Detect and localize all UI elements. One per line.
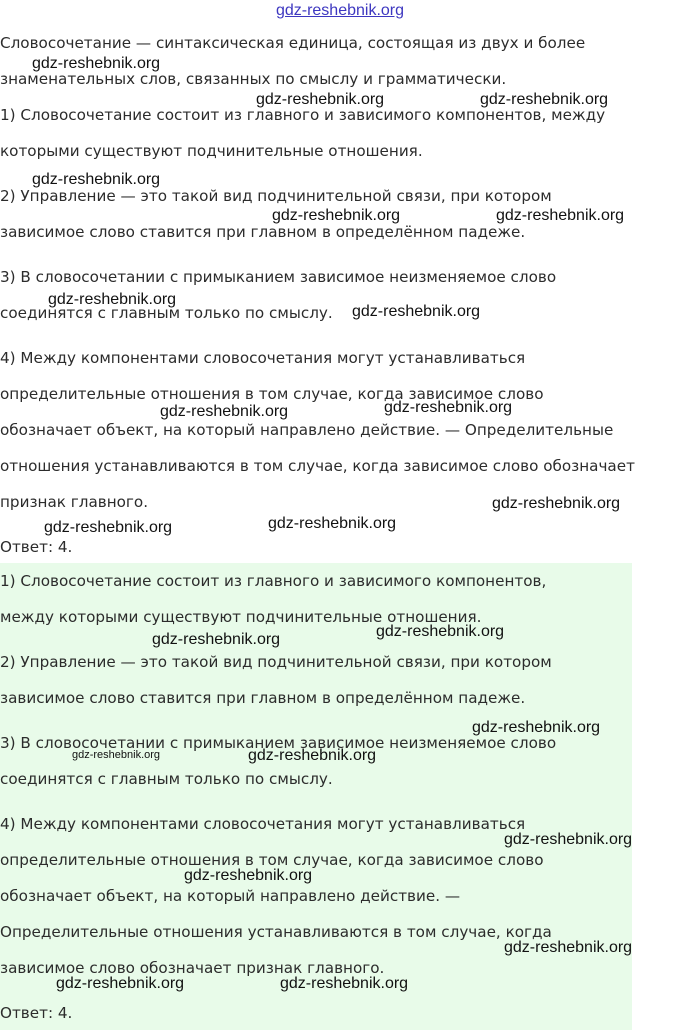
text-line: Словосочетание — синтаксическая единица, состоящая из двух и более xyxy=(0,34,586,52)
text-line: зависимое слово обозначает признак главного. xyxy=(0,959,385,977)
text-line: 1) Словосочетание состоит из главного и зависимого компонентов, между xyxy=(0,106,606,124)
watermark: gdz-reshebnik.org xyxy=(184,867,313,884)
watermark: gdz-reshebnik.org xyxy=(504,939,633,956)
text-line: Определительные отношения устанавливаются в том случае, когда xyxy=(0,923,552,941)
text-line: 2) Управление — это такой вид подчинительной связи, при котором xyxy=(0,187,552,205)
text-line: зависимое слово ставится при главном в определённом падеже. xyxy=(0,223,526,241)
text-line: обозначает объект, на который направлено действие. — Определительные xyxy=(0,421,614,439)
watermark: gdz-reshebnik.org xyxy=(32,55,161,72)
watermark: gdz-reshebnik.org xyxy=(152,631,281,648)
watermark: gdz-reshebnik.org xyxy=(492,495,621,512)
text-line: определительные отношения в том случае, когда зависимое слово xyxy=(0,385,544,403)
answer-label: Ответ: 4. xyxy=(0,538,73,556)
watermark: gdz-reshebnik.org xyxy=(160,403,289,420)
text-line: 3) В словосочетании с примыканием зависимое неизменяемое слово xyxy=(0,734,557,752)
text-line: зависимое слово ставится при главном в определённом падеже. xyxy=(0,689,526,707)
watermark: gdz-reshebnik.org xyxy=(352,303,481,320)
watermark: gdz-reshebnik.org xyxy=(480,91,609,108)
watermark: gdz-reshebnik.org xyxy=(56,975,185,992)
text-line: 2) Управление — это такой вид подчинительной связи, при котором xyxy=(0,653,552,671)
watermark: gdz-reshebnik.org xyxy=(32,171,161,188)
text-line: 3) В словосочетании с примыканием зависимое неизменяемое слово xyxy=(0,268,557,286)
watermark: gdz-reshebnik.org xyxy=(384,399,513,416)
text-line: отношения устанавливаются в том случае, когда зависимое слово обозначает xyxy=(0,457,635,475)
text-line: 4) Между компонентами словосочетания могут устанавливаться xyxy=(0,815,526,833)
answer-label: Ответ: 4. xyxy=(0,1004,73,1022)
text-line: определительные отношения в том случае, когда зависимое слово xyxy=(0,851,544,869)
watermark: gdz-reshebnik.org xyxy=(496,207,625,224)
watermark: gdz-reshebnik.org xyxy=(72,749,161,761)
watermark: gdz-reshebnik.org xyxy=(376,623,505,640)
site-header-link[interactable]: gdz-reshebnik.org xyxy=(275,2,405,19)
text-line: признак главного. xyxy=(0,493,149,511)
watermark: gdz-reshebnik.org xyxy=(256,91,385,108)
text-line: которыми существуют подчинительные отношения. xyxy=(0,142,423,160)
watermark: gdz-reshebnik.org xyxy=(268,515,397,532)
text-line: между которыми существуют подчинительные отношения. xyxy=(0,608,482,626)
text-line: 1) Словосочетание состоит из главного и зависимого компонентов, xyxy=(0,572,547,590)
text-line: обозначает объект, на который направлено действие. — xyxy=(0,887,461,905)
watermark: gdz-reshebnik.org xyxy=(248,747,377,764)
watermark: gdz-reshebnik.org xyxy=(280,975,409,992)
text-line: соединятся с главным только по смыслу. xyxy=(0,770,333,788)
text-line: 4) Между компонентами словосочетания могут устанавливаться xyxy=(0,349,526,367)
text-line: знаменательных слов, связанных по смыслу и грамматически. xyxy=(0,70,507,88)
text-line: соединятся с главным только по смыслу. xyxy=(0,304,333,322)
watermark: gdz-reshebnik.org xyxy=(48,291,177,308)
watermark: gdz-reshebnik.org xyxy=(472,719,601,736)
watermark: gdz-reshebnik.org xyxy=(44,519,173,536)
watermark: gdz-reshebnik.org xyxy=(272,207,401,224)
watermark: gdz-reshebnik.org xyxy=(504,831,633,848)
